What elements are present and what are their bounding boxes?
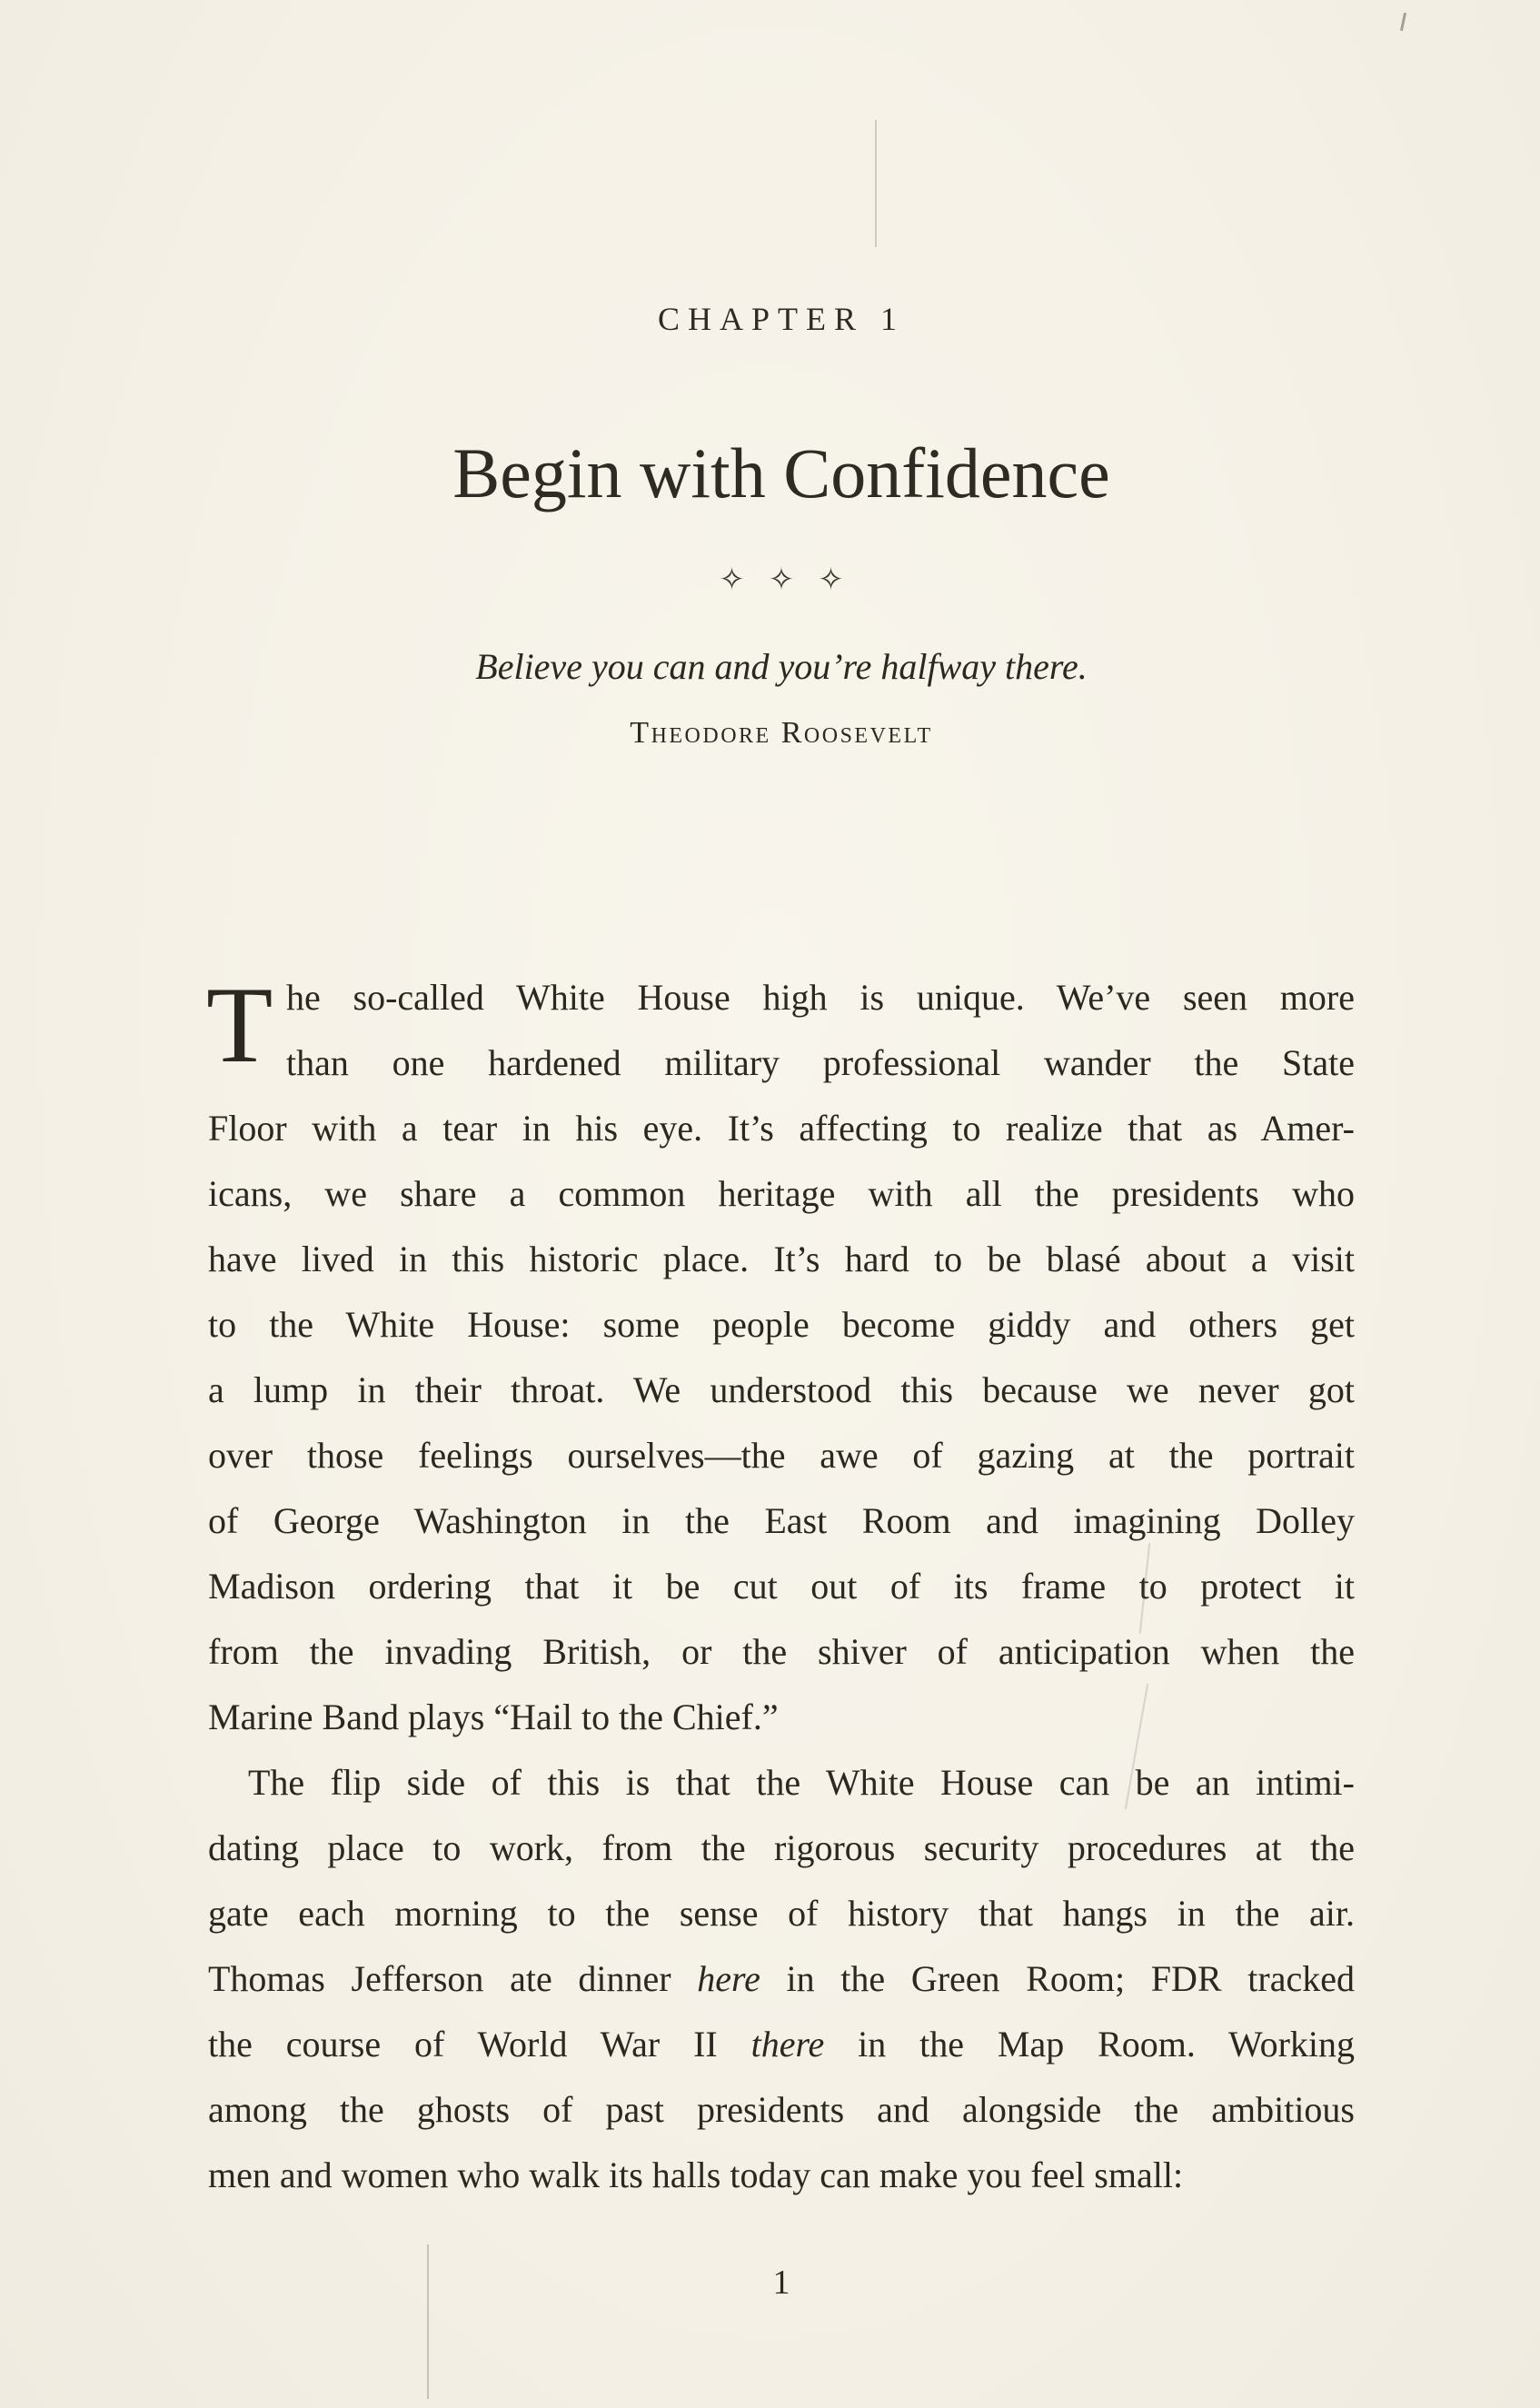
diamond-icon: ✧ <box>719 563 745 597</box>
text-line: among the ghosts of past presidents and alongside the ambitious <box>208 2089 1355 2130</box>
body-text <box>208 965 1355 2208</box>
text-line: gate each morning to the sense of history that hangs in the air. <box>208 1893 1355 1934</box>
text-line: of George Washington in the East Room and imagining Dolley <box>208 1500 1355 1541</box>
italic-segment: there <box>750 2024 825 2065</box>
text-line: Marine Band plays “Hail to the Chief.” <box>208 1697 779 1737</box>
text-line: to the White House: some people become giddy and others get <box>208 1304 1355 1345</box>
text-segment: Thomas Jefferson ate dinner <box>208 1958 698 1999</box>
text-line: Madison ordering that it be cut out of its frame to protect it <box>208 1566 1355 1607</box>
page-number: 1 <box>772 2264 790 2302</box>
chapter-title: Begin with Confidence <box>452 433 1110 512</box>
scan-artifact <box>1400 13 1406 31</box>
text-line <box>208 1946 1355 2012</box>
text-line <box>208 2012 1355 2077</box>
text-line: men and women who walk its halls today can make you feel small: <box>208 2154 1184 2195</box>
text-line: The flip side of this is that the White House can be an intimi- <box>248 1762 1355 1803</box>
diamond-icon: ✧ <box>768 563 795 597</box>
text-line: from the invading British, or the shiver of anticipation when the <box>208 1631 1355 1672</box>
scan-artifact <box>427 2244 429 2399</box>
italic-segment: here <box>697 1958 760 1999</box>
paragraph-2 <box>208 1750 1355 2208</box>
diamond-icon: ✧ <box>818 563 844 597</box>
text-segment: the course of World War II <box>208 2024 751 2065</box>
text-segment: in the Map Room. Working <box>824 2024 1355 2065</box>
text-line: Floor with a tear in his eye. It’s affecting to realize that as Amer- <box>208 1108 1355 1149</box>
text-line: a lump in their throat. We understood this because we never got <box>208 1369 1355 1410</box>
epigraph-quote: Believe you can and you’re halfway there. <box>475 646 1088 687</box>
text-line: he so-called White House high is unique. We’ve seen more <box>286 977 1355 1018</box>
drop-cap: T <box>206 964 273 1085</box>
text-line: dating place to work, from the rigorous security procedures at the <box>208 1827 1355 1868</box>
text-line: over those feelings ourselves—the awe of gazing at the portrait <box>208 1435 1355 1476</box>
paragraph-1 <box>208 965 1355 1750</box>
text-line: icans, we share a common heritage with all the presidents who <box>208 1173 1355 1214</box>
scan-artifact <box>875 120 877 247</box>
ornament-diamonds <box>208 562 1355 598</box>
text-segment: in the Green Room; FDR tracked <box>760 1958 1355 1999</box>
chapter-label: CHAPTER 1 <box>657 301 906 337</box>
text-line: have lived in this historic place. It’s hard to be blasé about a visit <box>208 1239 1355 1279</box>
epigraph-attribution: Theodore Roosevelt <box>630 716 933 750</box>
text-line: than one hardened military professional wander the State <box>286 1042 1355 1083</box>
